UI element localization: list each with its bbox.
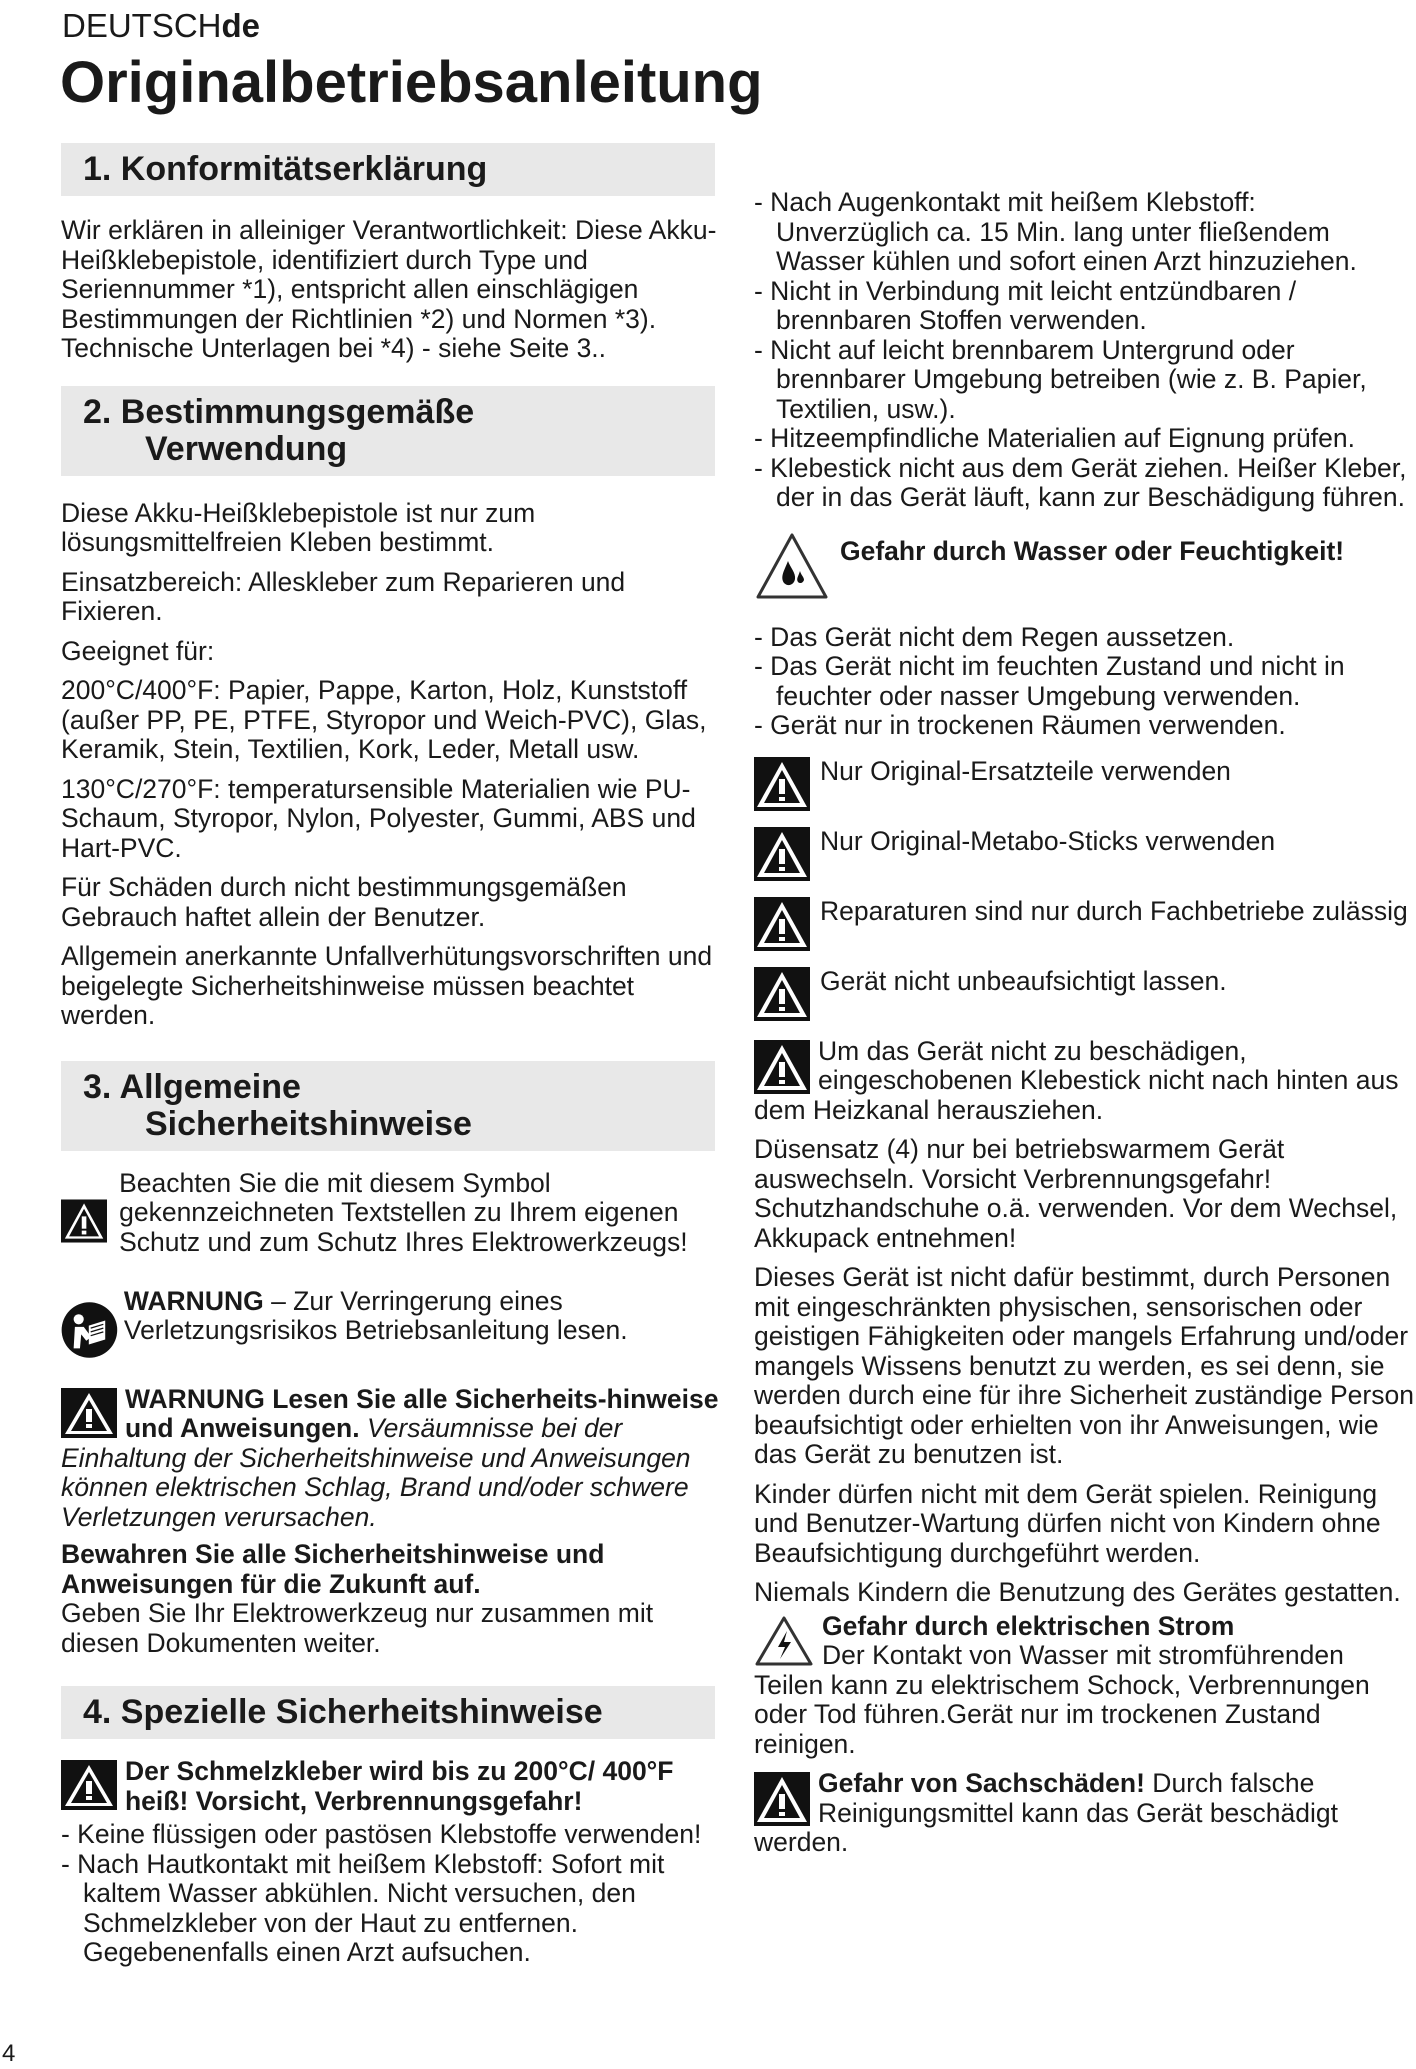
list-item: - Nicht in Verbindung mit leicht entzündbaren / brennbaren Stoffen verwenden. (754, 275, 1297, 335)
list-item: - Das Gerät nicht im feuchten Zustand und nicht in feuchter oder nasser Umgebung verwenden. (754, 651, 1345, 711)
section-1-heading: 1. Konformitätserklärung (61, 143, 715, 196)
persons-text: Dieses Gerät ist nicht dafür bestimmt, durch Personen mit eingeschränkten physischen, sensorischen oder geistigen Fähigkeiten oder mangels Erfahrung und/oder mangels Wissens benutzt zu werden, es sei denn, sie werden durch eine für ihre Sicherheit zuständige Person beaufsichtigt oder erhielten von ihr Anweisungen, wie das Gerät zu benutzen ist. (754, 1262, 1414, 1469)
keep-instructions-text: Geben Sie Ihr Elektrowerkzeug nur zusammen mit diesen Dokumenten weiter. (61, 1598, 654, 1658)
stick-notice (754, 1037, 1414, 1126)
section-3-heading: 3. Allgemeine Sicherheitshinweise (61, 1061, 715, 1151)
liability-text: Für Schäden durch nicht bestimmungsgemäßen Gebrauch haftet allein der Benutzer. (61, 872, 627, 932)
application-area-text: Einsatzbereich: Alleskleber zum Reparieren und Fixieren. (61, 566, 626, 626)
electric-warning (754, 1612, 1414, 1760)
list-item: - Gerät nur in trockenen Räumen verwenden. (754, 710, 1286, 740)
general-warning-italic: Versäumnisse bei der Einhaltung der Sicherheitshinweise und Anweisungen können elektrischen Schlag, Brand und/oder schwere Verletzungen verursachen. (61, 1413, 691, 1532)
language-label: DEUTSCHde (62, 7, 261, 44)
hot-glue-warning-text: Der Schmelzkleber wird bis zu 200°C/ 400°F heiß! Vorsicht, Verbrennungsgefahr! (125, 1756, 674, 1816)
symbol-notice-text: Beachten Sie die mit diesem Symbol gekennzeichneten Textstellen zu Ihrem eigenen Schutz und zum Schutz Ihres Elektrowerkzeugs! (119, 1167, 688, 1257)
list-item: Nur Original-Metabo-Sticks verwenden (754, 827, 1414, 897)
list-item: - Klebestick nicht aus dem Gerät ziehen. Heißer Kleber, der in das Gerät läuft, kann zur Beschädigung führen. (754, 452, 1407, 512)
page-number: 4 (2, 2040, 16, 2067)
symbol-notice (61, 1165, 724, 1277)
warning-icon (754, 827, 810, 881)
water-hazard-icon (754, 531, 830, 603)
warning-icon (754, 967, 810, 1021)
water-bullets (754, 623, 1414, 741)
keep-instructions-bold: Bewahren Sie alle Sicherheitshinweise und Anweisungen für die Zukunft auf. (61, 1539, 605, 1599)
damage-warning-text: Durch falsche Reinigungsmittel kann das Gerät beschädigt werden. (754, 1768, 1338, 1857)
left-column (61, 143, 724, 1968)
electric-warning-text: Der Kontakt von Wasser mit stromführenden Teilen kann zu elektrischem Schock, Verbrennungen oder Tod führen.Gerät nur im trockenen Zustand reinigen. (754, 1640, 1370, 1759)
warning-icon (61, 1760, 117, 1810)
list-item: - Nach Augenkontakt mit heißem Klebstoff: Unverzüglich ca. 15 Min. lang unter fließendem Wasser kühlen und sofort einen Arzt hinzuziehen. (754, 187, 1357, 276)
stick-notice-text: Um das Gerät nicht zu beschädigen, eingeschobenen Klebestick nicht nach hinten aus dem Heizkanal herausziehen. (754, 1035, 1399, 1125)
read-manual-icon (61, 1285, 118, 1375)
list-item: - Hitzeempfindliche Materialien auf Eignung prüfen. (754, 423, 1355, 453)
list-item: - Keine flüssigen oder pastösen Klebstoffe verwenden! (61, 1819, 702, 1849)
right-column (754, 188, 1414, 1858)
children-text: Kinder dürfen nicht mit dem Gerät spielen. Reinigung und Benutzer-Wartung dürfen nicht von Kindern ohne Beaufsichtigung durchgeführt werden. (754, 1478, 1381, 1568)
regulations-text: Allgemein anerkannte Unfallverhütungsvorschriften und beigelegte Sicherheitshinweise müssen beachtet werden. (61, 941, 713, 1030)
list-item: - Nach Hautkontakt mit heißem Klebstoff: Sofort mit kaltem Wasser abkühlen. Nicht versuchen, den Schmelzkleber von der Haut zu entfernen. Gegebenenfalls einen Arzt aufsuchen. (61, 1848, 665, 1967)
materials-200-text: 200°C/400°F: Papier, Pappe, Karton, Holz, Kunststoff (außer PP, PE, PTFE, Styropor und Weich-PVC), Glas, Keramik, Stein, Textilien, Kork, Leder, Metall usw. (61, 675, 707, 764)
nozzle-text: Düsensatz (4) nur bei betriebswarmem Gerät auswechseln. Vorsicht Verbrennungsgefahr! Schutzhandschuhe o.ä. verwenden. Vor dem Wechsel, Akkupack entnehmen! (754, 1134, 1398, 1253)
damage-warning-heading: Gefahr von Sachschäden! (818, 1768, 1145, 1798)
list-item: Gerät nicht unbeaufsichtigt lassen. (754, 967, 1414, 1037)
children-text-2: Niemals Kindern die Benutzung des Gerätes gestatten. (754, 1577, 1401, 1607)
warning-icon (754, 897, 810, 951)
damage-warning (754, 1769, 1414, 1858)
list-item: Nur Original-Ersatzteile verwenden (754, 757, 1414, 827)
manual-notice (61, 1285, 724, 1375)
warning-icon (754, 757, 810, 811)
notice-list (754, 757, 1414, 1037)
list-item: - Nicht auf leicht brennbarem Untergrund oder brennbarer Umgebung betreiben (wie z. B. Papier, Textilien, usw.). (754, 334, 1367, 424)
materials-130-text: 130°C/270°F: temperatursensible Materialien wie PU-Schaum, Styropor, Nylon, Polyester, Gummi, ABS und Hart-PVC. (61, 773, 696, 863)
warning-icon (754, 1772, 810, 1826)
manual-notice-text: WARNUNG – Zur Verringerung eines Verletzungsrisikos Betriebsanleitung lesen. (123, 1285, 628, 1345)
list-item: - Das Gerät nicht dem Regen aussetzen. (754, 621, 1235, 652)
warning-icon (754, 1040, 810, 1094)
section-2-heading: 2. Bestimmungsgemäße Verwendung (61, 386, 715, 476)
electric-warning-heading: Gefahr durch elektrischen Strom (822, 1610, 1235, 1641)
suitable-for-label: Geeignet für: (61, 635, 215, 666)
hot-glue-bullets (61, 1820, 724, 1968)
document-title: Originalbetriebsanleitung (60, 50, 763, 115)
general-warning-bold: WARNUNG Lesen Sie alle Sicherheits-hinweise und Anweisungen. (125, 1383, 719, 1443)
water-warning (754, 531, 1414, 611)
list-item: Reparaturen sind nur durch Fachbetriebe zulässig (754, 897, 1414, 967)
general-warning (61, 1385, 724, 1533)
intended-use-text: Diese Akku-Heißklebepistole ist nur zum lösungsmittelfreien Kleben bestimmt. (61, 497, 536, 557)
electric-hazard-icon (754, 1615, 814, 1667)
water-warning-heading: Gefahr durch Wasser oder Feuchtigkeit! (840, 535, 1345, 566)
conformity-text: Wir erklären in alleiniger Verantwortlichkeit: Diese Akku-Heißklebepistole, identifiziert durch Type und Seriennummer *1), entspricht allen einschlägigen Bestimmungen der Richtlinien *2) und Normen *3). Technische Unterlagen bei *4) - siehe Seite 3.. (61, 215, 717, 363)
section-4-heading: 4. Spezielle Sicherheitshinweise (61, 1686, 715, 1739)
safety-bullets (754, 188, 1414, 513)
warning-symbol-icon (61, 1165, 107, 1277)
hot-glue-warning (61, 1757, 724, 1816)
warning-icon (61, 1388, 117, 1438)
